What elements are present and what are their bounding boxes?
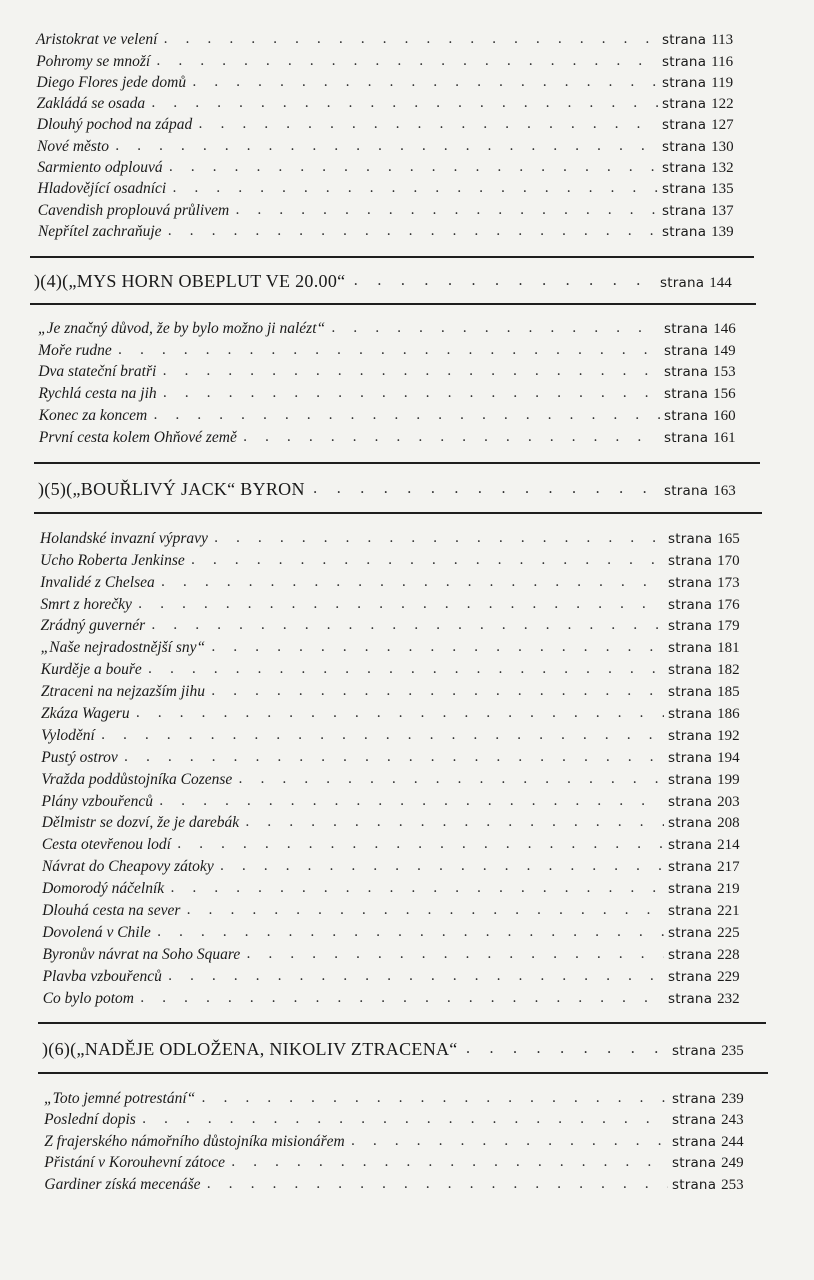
dot-leader xyxy=(156,53,658,69)
page-label: strana xyxy=(661,74,707,91)
page-label: strana xyxy=(667,574,713,591)
toc-entry-page xyxy=(658,54,756,71)
toc-entry-title: Cesta otevřenou lodí xyxy=(41,836,171,854)
toc-entry-title: Invalidé z Chelsea xyxy=(40,573,155,591)
divider-rule xyxy=(30,303,756,305)
toc-section-5 xyxy=(0,526,814,1008)
page-number: 228 xyxy=(717,946,740,963)
toc-entry[interactable] xyxy=(38,198,756,219)
page-number: 146 xyxy=(713,320,736,337)
page-number: 160 xyxy=(713,407,736,424)
dot-leader xyxy=(151,617,664,633)
toc-entry-page xyxy=(658,224,756,241)
dot-leader xyxy=(192,74,658,90)
divider-rule xyxy=(34,462,760,464)
toc-entry-title: Vražda poddůstojníka Cozense xyxy=(41,770,233,788)
page-label: strana xyxy=(667,946,713,963)
page-label: strana xyxy=(661,160,707,177)
dot-leader xyxy=(177,836,664,852)
dot-leader xyxy=(207,1176,668,1192)
page-label: strana xyxy=(667,640,713,657)
toc-entry-page xyxy=(660,408,758,425)
dot-leader xyxy=(351,1133,668,1149)
toc-entry-title: Smrt z horečky xyxy=(40,595,132,613)
toc-entry[interactable] xyxy=(42,854,762,876)
page-label: strana xyxy=(661,138,707,155)
chapter-heading-5[interactable] xyxy=(38,474,758,500)
toc-entry-title: Zrádný guvernér xyxy=(40,617,146,635)
toc-entry-title: První cesta kolem Ohňové země xyxy=(38,428,237,446)
toc-entry-title: „Je značný důvod, že by bylo možno ji nalézt“ xyxy=(38,319,326,337)
dot-leader xyxy=(170,880,664,896)
dot-leader xyxy=(163,31,658,47)
dot-leader xyxy=(142,1111,668,1127)
chapter-title: )(5)(„BOUŘLIVÝ JACK“ BYRON xyxy=(38,479,305,499)
page-number: 219 xyxy=(717,881,740,898)
toc-entry-page xyxy=(658,96,756,113)
page-number: 113 xyxy=(711,32,734,49)
toc-entry[interactable] xyxy=(40,592,762,614)
toc-entry-page xyxy=(668,1134,766,1151)
dot-leader xyxy=(115,138,658,154)
page-label: strana xyxy=(660,275,705,291)
toc-entry-page xyxy=(664,837,762,854)
dot-leader xyxy=(159,793,664,809)
page-label: strana xyxy=(667,924,713,941)
toc-entry[interactable] xyxy=(39,381,758,403)
page-label: strana xyxy=(667,771,713,788)
chapter-title: )(6)(„NADĚJE ODLOŽENA, NIKOLIV ZTRACENA“ xyxy=(42,1039,458,1059)
toc-entry-title: Poslední dopis xyxy=(44,1111,136,1129)
toc-entry-page xyxy=(664,859,762,876)
toc-entry-title: Dlouhý pochod na západ xyxy=(36,116,193,134)
page-number: 176 xyxy=(717,596,740,613)
toc-entry-page xyxy=(664,575,762,592)
dot-leader xyxy=(118,342,660,358)
toc-entry-title: Dlouhá cesta na sever xyxy=(42,902,181,920)
toc-entry[interactable] xyxy=(38,220,756,241)
dot-leader xyxy=(161,574,664,590)
toc-entry-title: Hladovějící osadníci xyxy=(37,180,167,198)
toc-entry[interactable] xyxy=(43,964,762,986)
dot-leader xyxy=(136,705,664,721)
toc-entry-title: Přistání v Korouhevní zátoce xyxy=(44,1154,225,1172)
toc-entry[interactable] xyxy=(36,71,756,92)
page-number: 181 xyxy=(717,640,740,657)
toc-entry-page xyxy=(664,794,762,811)
page-label: strana xyxy=(663,386,709,403)
page-label: strana xyxy=(667,815,713,832)
page-number: 132 xyxy=(711,160,734,177)
toc-entry[interactable] xyxy=(42,832,762,854)
page-label: strana xyxy=(667,618,713,635)
page-label: strana xyxy=(667,903,713,920)
divider-rule xyxy=(38,1022,766,1024)
dot-leader xyxy=(235,202,658,218)
page-number: 203 xyxy=(717,793,740,810)
page-label: strana xyxy=(663,429,709,446)
page-number: 239 xyxy=(721,1090,744,1107)
toc-entry-page xyxy=(658,203,756,220)
page-label: strana xyxy=(661,117,707,134)
toc-entry-title: Aristokrat ve velení xyxy=(36,31,158,49)
toc-entry-page xyxy=(664,684,762,701)
toc-entry[interactable] xyxy=(42,789,762,811)
toc-entry-title: Nepřítel zachraňuje xyxy=(37,222,162,240)
dot-leader xyxy=(148,661,664,677)
toc-entry-title: Cavendish proplouvá průlivem xyxy=(37,201,230,219)
dot-leader xyxy=(220,858,664,874)
chapter-heading-6[interactable] xyxy=(42,1034,766,1060)
dot-leader xyxy=(198,116,658,132)
toc-entry-page xyxy=(664,815,762,832)
page-label: strana xyxy=(663,407,709,424)
page-label: strana xyxy=(671,1133,717,1150)
toc-entry-page xyxy=(660,386,758,403)
toc-entry[interactable] xyxy=(44,1129,766,1151)
toc-entry-title: Nové město xyxy=(37,137,109,155)
toc-entry[interactable] xyxy=(36,49,756,70)
toc-entry-title: Sarmiento odplouvá xyxy=(37,159,163,177)
dot-leader xyxy=(186,902,664,918)
page-number: 127 xyxy=(711,117,734,134)
toc-section-6 xyxy=(0,1086,814,1194)
page-label: strana xyxy=(671,1176,717,1193)
toc-entry-title: Vylodění xyxy=(41,726,95,744)
toc-entry-page xyxy=(664,553,762,570)
toc-entry-title: Byronův návrat na Soho Square xyxy=(42,945,241,963)
toc-entry[interactable] xyxy=(44,1108,766,1130)
dot-leader xyxy=(168,968,664,984)
dot-leader xyxy=(246,946,664,962)
page-number: 185 xyxy=(717,684,740,701)
toc-entry[interactable] xyxy=(40,526,762,548)
divider-rule xyxy=(34,512,762,514)
dot-leader xyxy=(211,639,664,655)
dot-leader xyxy=(157,924,664,940)
toc-entry[interactable] xyxy=(40,548,762,570)
page-number: 130 xyxy=(711,138,734,155)
toc-entry[interactable] xyxy=(42,920,762,942)
page-label: strana xyxy=(667,793,713,810)
toc-entry[interactable] xyxy=(41,614,762,636)
toc-entry[interactable] xyxy=(42,811,762,833)
toc-entry-title: Domorodý náčelník xyxy=(42,880,165,898)
chapter-page xyxy=(656,275,754,292)
toc-entry[interactable] xyxy=(37,156,756,177)
dot-leader xyxy=(124,749,664,765)
toc-entry-page xyxy=(658,181,756,198)
toc-entry[interactable] xyxy=(44,1151,766,1173)
page-number: 119 xyxy=(711,74,734,91)
toc-entry-page xyxy=(660,364,758,381)
page-label: strana xyxy=(662,32,707,49)
dot-leader xyxy=(162,363,660,379)
page-number: 149 xyxy=(713,342,736,359)
toc-entry-title: Konec za koncem xyxy=(38,406,148,424)
toc-entry-page xyxy=(658,160,756,177)
toc-entry-page xyxy=(658,139,756,156)
toc-entry-title: Dva stateční bratři xyxy=(38,363,157,381)
page-number: 244 xyxy=(721,1133,744,1150)
toc-entry[interactable] xyxy=(39,403,758,425)
toc-entry-title: Z frajerského námořního důstojníka misionářem xyxy=(44,1132,345,1150)
dot-leader xyxy=(172,180,658,196)
toc-entry-title: Plány vzbouřenců xyxy=(41,792,154,810)
toc-entry-title: Ucho Roberta Jenkinse xyxy=(40,551,185,569)
dot-leader xyxy=(163,385,660,401)
chapter-heading-4[interactable] xyxy=(34,266,754,292)
page-number: 137 xyxy=(711,202,734,219)
page-label: strana xyxy=(661,223,707,240)
page-number: 182 xyxy=(717,662,740,679)
toc-entry[interactable] xyxy=(41,723,762,745)
page-number: 232 xyxy=(717,990,740,1007)
toc-entry[interactable] xyxy=(41,657,762,679)
toc-entry-page xyxy=(664,618,762,635)
page-number: 243 xyxy=(721,1112,744,1129)
dot-leader xyxy=(245,814,664,830)
toc-entry[interactable] xyxy=(41,767,762,789)
toc-entry-title: Pustý ostrov xyxy=(41,748,118,766)
toc-entry[interactable] xyxy=(41,745,762,767)
toc-entry-page xyxy=(664,706,762,723)
toc-entry-page xyxy=(664,991,762,1008)
page-label: strana xyxy=(671,1155,717,1172)
dot-leader xyxy=(211,683,664,699)
dot-leader xyxy=(191,552,664,568)
toc-entry[interactable] xyxy=(39,425,758,447)
page-number: 165 xyxy=(717,530,740,547)
page-number: 217 xyxy=(717,859,740,876)
toc-entry-page xyxy=(664,597,762,614)
divider-rule xyxy=(30,256,754,258)
page-label: strana xyxy=(667,727,713,744)
page-label: strana xyxy=(661,181,707,198)
page-number: 221 xyxy=(717,903,740,920)
page-number: 199 xyxy=(717,771,740,788)
toc-entry-page xyxy=(660,430,758,447)
page-label: strana xyxy=(667,837,713,854)
toc-entry-page xyxy=(660,321,758,338)
dot-leader xyxy=(168,223,658,239)
toc-entry[interactable] xyxy=(42,876,762,898)
page-number: 170 xyxy=(717,552,740,569)
page-number: 249 xyxy=(721,1155,744,1172)
toc-entry-page xyxy=(658,32,756,49)
toc-entry-page xyxy=(664,772,762,789)
dot-leader xyxy=(101,727,664,743)
toc-entry-title: Dělmistr se dozví, že je darebák xyxy=(41,814,240,832)
toc-entry[interactable] xyxy=(41,679,762,701)
dot-leader xyxy=(331,320,660,336)
page-number: 229 xyxy=(717,968,740,985)
toc-entry-title: Gardiner získá mecenáše xyxy=(44,1175,201,1193)
page-number: 192 xyxy=(717,727,740,744)
page-label: strana xyxy=(667,684,713,701)
page-number: 161 xyxy=(713,429,736,446)
toc-entry-page xyxy=(664,969,762,986)
divider-rule xyxy=(38,1072,768,1074)
page-label: strana xyxy=(667,990,713,1007)
page-number: 139 xyxy=(711,223,734,240)
toc-entry-title: Návrat do Cheapovy zátoky xyxy=(41,858,214,876)
toc-section-continued xyxy=(0,28,814,241)
page-number: 122 xyxy=(711,96,734,113)
page-number: 156 xyxy=(713,386,736,403)
toc-entry-page xyxy=(664,728,762,745)
dot-leader xyxy=(140,990,664,1006)
toc-entry-title: Holandské invazní výpravy xyxy=(40,529,208,547)
toc-entry-title: Diego Flores jede domů xyxy=(36,73,187,91)
toc-entry-title: „Toto jemné potrestání“ xyxy=(44,1089,196,1107)
toc-entry[interactable] xyxy=(38,177,756,198)
dot-leader xyxy=(243,429,660,445)
toc-entry-title: „Naše nejradostnější sny“ xyxy=(40,639,206,657)
toc-entry-title: Ztraceni na nejzazším jihu xyxy=(40,683,205,701)
page-number: 235 xyxy=(721,1043,744,1059)
page-number: 214 xyxy=(717,837,740,854)
page-number: 208 xyxy=(717,815,740,832)
page-label: strana xyxy=(667,596,713,613)
toc-entry[interactable] xyxy=(38,316,758,338)
page-label: strana xyxy=(671,1112,717,1129)
toc-entry[interactable] xyxy=(41,635,762,657)
toc-entry-page xyxy=(664,881,762,898)
dot-leader xyxy=(313,479,660,497)
toc-entry-title: Plavba vzbouřenců xyxy=(42,967,162,985)
page-number: 163 xyxy=(713,483,736,499)
toc-entry-title: Zakládá se osada xyxy=(36,95,146,113)
toc-entry-title: Zkáza Wageru xyxy=(41,705,130,723)
dot-leader xyxy=(466,1039,668,1057)
page-number: 179 xyxy=(717,618,740,635)
page-label: strana xyxy=(667,859,713,876)
dot-leader xyxy=(353,271,656,289)
toc-entry[interactable] xyxy=(40,570,762,592)
toc-entry[interactable] xyxy=(37,113,756,134)
dot-leader xyxy=(138,596,664,612)
toc-entry-page xyxy=(668,1177,766,1194)
page-label: strana xyxy=(667,662,713,679)
page-number: 144 xyxy=(709,275,732,291)
dot-leader xyxy=(231,1154,668,1170)
page-label: strana xyxy=(672,1090,717,1107)
page-label: strana xyxy=(661,96,707,113)
page-number: 225 xyxy=(717,924,740,941)
toc-entry-title: Rychlá cesta na jih xyxy=(38,385,157,403)
page-number: 173 xyxy=(717,574,740,591)
toc-entry-page xyxy=(664,750,762,767)
toc-entry[interactable] xyxy=(44,1172,766,1194)
toc-entry-page xyxy=(664,640,762,657)
toc-entry[interactable] xyxy=(42,942,762,964)
page-label: strana xyxy=(663,342,709,359)
page-number: 135 xyxy=(711,181,734,198)
page-label: strana xyxy=(661,202,707,219)
toc-entry[interactable] xyxy=(37,92,756,113)
dot-leader xyxy=(169,159,658,175)
dot-leader xyxy=(151,95,658,111)
toc-entry-page xyxy=(658,75,756,92)
chapter-page xyxy=(668,1043,766,1060)
page-label: strana xyxy=(667,968,713,985)
toc-entry[interactable] xyxy=(42,898,762,920)
toc-entry[interactable] xyxy=(38,338,758,360)
dot-leader xyxy=(153,407,660,423)
page-label: strana xyxy=(664,483,709,499)
page-number: 186 xyxy=(717,706,740,723)
page-label: strana xyxy=(661,53,707,70)
toc-entry-title: Moře rudne xyxy=(38,341,112,359)
page-label: strana xyxy=(663,364,709,381)
page-label: strana xyxy=(667,706,713,723)
dot-leader xyxy=(201,1090,668,1106)
toc-entry-title: Dovolená v Chile xyxy=(42,923,151,941)
toc-entry-title: Co bylo potom xyxy=(42,989,134,1007)
page-number: 194 xyxy=(717,749,740,766)
toc-entry[interactable] xyxy=(44,1086,766,1108)
page-number: 116 xyxy=(711,53,734,70)
page-label: strana xyxy=(667,881,713,898)
toc-entry-page xyxy=(664,662,762,679)
toc-entry-page xyxy=(660,343,758,360)
toc-entry-page xyxy=(668,1155,766,1172)
toc-entry[interactable] xyxy=(38,360,758,382)
page-label: strana xyxy=(672,1043,717,1059)
toc-entry-title: Kurděje a bouře xyxy=(40,661,142,679)
toc-entry-page xyxy=(664,531,762,548)
page-number: 153 xyxy=(713,364,736,381)
page-label: strana xyxy=(668,530,713,547)
page-label: strana xyxy=(667,749,713,766)
toc-entry[interactable] xyxy=(36,28,756,49)
page-label: strana xyxy=(664,320,709,337)
toc-section-4 xyxy=(0,316,814,447)
dot-leader xyxy=(238,771,664,787)
toc-entry[interactable] xyxy=(37,134,756,155)
toc-entry[interactable] xyxy=(43,986,762,1008)
dot-leader xyxy=(214,530,664,546)
chapter-page xyxy=(660,483,758,500)
toc-entry-page xyxy=(668,1112,766,1129)
page-label: strana xyxy=(667,552,713,569)
page-number: 253 xyxy=(721,1176,744,1193)
toc-entry-page xyxy=(668,1091,766,1108)
chapter-title: )(4)(„MYS HORN OBEPLUT VE 20.00“ xyxy=(34,271,346,291)
toc-entry-page xyxy=(658,117,756,134)
toc-entry-title: Pohromy se množí xyxy=(36,52,151,70)
toc-entry-page xyxy=(664,925,762,942)
toc-entry-page xyxy=(664,903,762,920)
toc-entry-page xyxy=(664,947,762,964)
toc-entry[interactable] xyxy=(41,701,762,723)
